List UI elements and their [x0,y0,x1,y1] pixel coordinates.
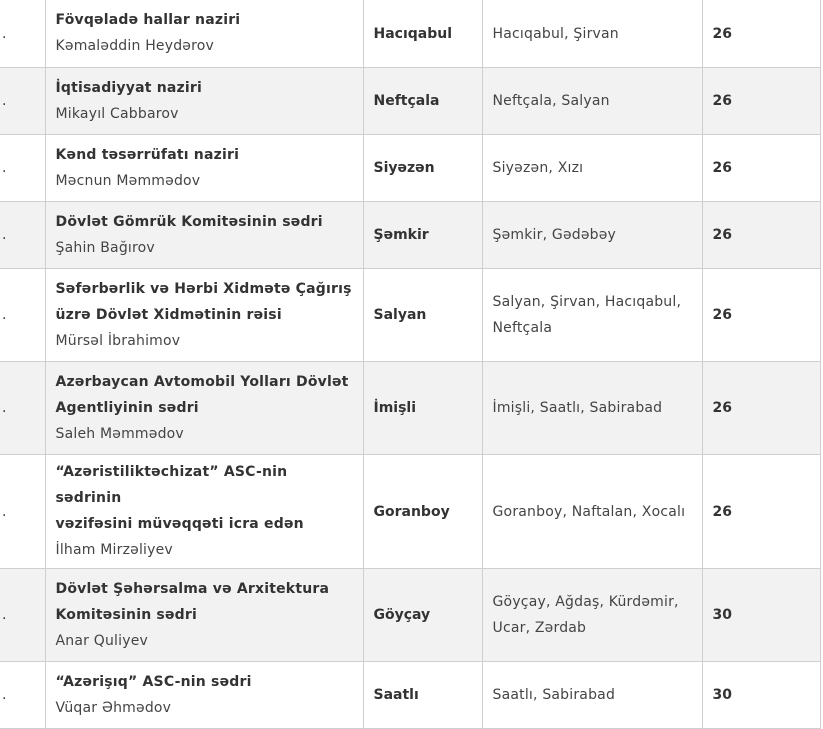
table-row [0,662,820,729]
row-number: . [0,68,45,135]
table-row [0,0,820,68]
official-cell [45,455,363,569]
regions-cell: Siyəzən, Xızı [482,135,702,202]
official-name: Məcnun Məmmədov [55,172,201,189]
table-row [0,135,820,202]
district-cell: Şəmkir [363,202,482,269]
position-title: Kənd təsərrüfatı naziri [55,146,240,163]
district-cell: Hacıqabul [363,0,482,68]
regions-cell: Goranboy, Naftalan, Xocalı [482,455,702,569]
count-cell: 26 [702,68,820,135]
table-row [0,269,820,362]
table-row [0,362,820,455]
official-cell [45,362,363,455]
count-cell: 26 [702,455,820,569]
row-number: . [0,269,45,362]
district-cell: Goranboy [363,455,482,569]
regions-cell: Neftçala, Salyan [482,68,702,135]
count-cell: 26 [702,202,820,269]
position-title: Səfərbərlik və Hərbi Xidmətə Çağırış [55,280,352,297]
official-cell [45,569,363,662]
row-number: . [0,662,45,729]
count-cell: 30 [702,662,820,729]
table-row [0,569,820,662]
position-title: Azərbaycan Avtomobil Yolları Dövlət [55,373,349,390]
count-cell: 26 [702,135,820,202]
row-number: . [0,455,45,569]
official-name: Anar Quliyev [55,632,148,649]
regions-cell: Şəmkir, Gədəbəy [482,202,702,269]
row-number: . [0,362,45,455]
official-name: Şahin Bağırov [55,239,155,256]
official-cell [45,269,363,362]
position-title: Komitəsinin sədri [55,606,197,623]
official-cell [45,662,363,729]
row-number: . [0,0,45,68]
official-name: Mürsəl İbrahimov [55,332,181,349]
official-cell [45,0,363,68]
regions-cell: Hacıqabul, Şirvan [482,0,702,68]
row-number: . [0,569,45,662]
position-title: Dövlət Şəhərsalma və Arxitektura [55,580,330,597]
count-cell: 26 [702,0,820,68]
official-name: Kəmaləddin Heydərov [55,38,215,54]
regions-cell: Saatlı, Sabirabad [482,662,702,729]
regions-cell: Göyçay, Ağdaş, Kürdəmir, Ucar, Zərdab [482,569,702,662]
official-name: Mikayıl Cabbarov [55,105,179,122]
count-cell: 26 [702,269,820,362]
official-cell [45,68,363,135]
position-title: Dövlət Gömrük Komitəsinin sədri [55,213,323,230]
count-cell: 26 [702,362,820,455]
row-number: . [0,135,45,202]
official-name: Vüqar Əhmədov [55,699,172,716]
district-cell: İmişli [363,362,482,455]
position-title: Agentliyinin sədri [55,399,199,416]
district-cell: Saatlı [363,662,482,729]
count-cell: 30 [702,569,820,662]
table-row [0,68,820,135]
official-cell [45,135,363,202]
district-cell: Salyan [363,269,482,362]
position-title: “Azərişıq” ASC-nin sədri [55,673,252,690]
official-name: İlham Mirzəliyev [55,542,173,558]
district-cell: Neftçala [363,68,482,135]
table-row [0,455,820,569]
position-title: “Azəristiliktəchizat” ASC-nin sədrinin [55,464,288,506]
table-row [0,202,820,269]
district-cell: Göyçay [363,569,482,662]
official-name: Saleh Məmmədov [55,425,184,442]
district-cell: Siyəzən [363,135,482,202]
position-title: vəzifəsini müvəqqəti icra edən [55,516,304,532]
row-number: . [0,202,45,269]
regions-cell: Salyan, Şirvan, Hacıqabul, Neftçala [482,269,702,362]
position-title: İqtisadiyyat naziri [55,79,202,96]
regions-cell: İmişli, Saatlı, Sabirabad [482,362,702,455]
position-title: Fövqəladə hallar naziri [55,12,241,28]
official-cell [45,202,363,269]
position-title: üzrə Dövlət Xidmətinin rəisi [55,306,282,323]
